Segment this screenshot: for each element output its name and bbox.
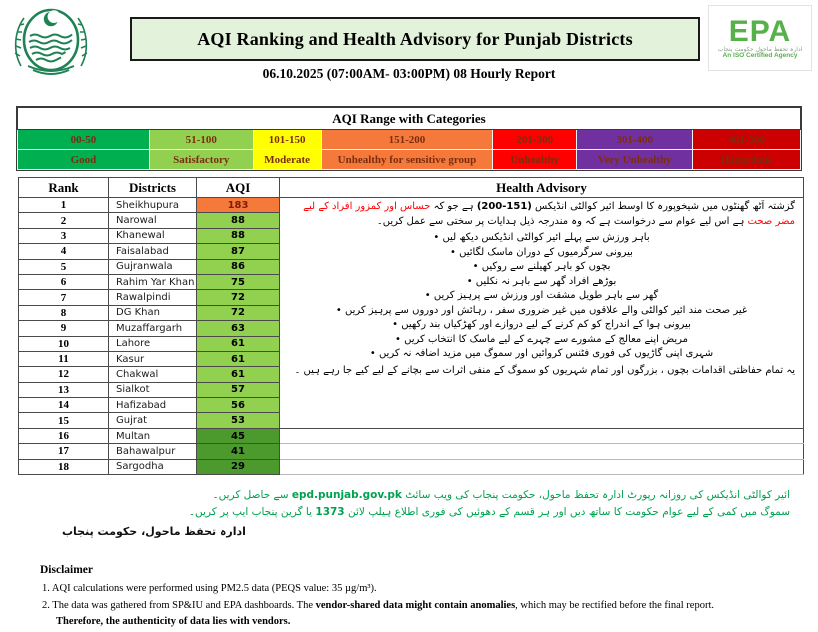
disclaimer-item-2-text: , which may be rectified before the final report. [515, 599, 714, 611]
legend-range-unhealthy: 201-300 [493, 130, 577, 150]
district-cell: Rawalpindi [109, 290, 197, 305]
department-signature: ادارہ تحفظ ماحول، حکومت پنجاب [62, 524, 246, 538]
advisory-bullet: باہر ورزش سے پہلے ائیر کوالٹی انڈیکس دیکھ لیں • [288, 231, 795, 246]
legend-title: AQI Range with Categories [18, 108, 801, 130]
district-cell: Sheikhupura [109, 198, 197, 213]
page-title: AQI Ranking and Health Advisory for Punjab Districts [130, 17, 700, 61]
advisory-bullet: بچوں کو باہر کھیلنے سے روکیں • [288, 260, 795, 275]
district-cell: Chakwal [109, 367, 197, 382]
column-header-districts: Districts [109, 178, 197, 198]
footer-note-text: سموگ میں کمی کے لیے عوام حکومت کا ساتھ دیں اور ہر قسم کے دھوئیں کی فوری اطلاع ہیلپ لائن [344, 505, 790, 518]
legend-range-hazardous: 401-500 [693, 130, 801, 150]
aqi-value-cell: 88 [197, 213, 280, 228]
disclaimer-item-3: Therefore, the authenticity of data lies with vendors. [56, 615, 291, 627]
rank-cell: 5 [19, 259, 109, 274]
aqi-value-cell: 41 [197, 444, 280, 459]
legend-label-unhealthy: Unhealthy [493, 150, 577, 170]
advisory-bullet: گھر سے باہر طویل مشقت اور ورزش سے پرہیز کریں • [288, 289, 795, 304]
advisory-intro-text: ہے جو کہ [430, 201, 477, 212]
epa-logo-tagline: An ISO Certified Agency [722, 52, 798, 60]
footer-note-line2 [0, 504, 790, 521]
footer-note-text: یا گرین پنجاب ایپ پر کریں۔ [188, 505, 316, 518]
helpline-number: 1373 [315, 505, 345, 518]
column-header-aqi: AQI [197, 178, 280, 198]
aqi-value-cell: 183 [197, 198, 280, 213]
footer-note-text: ائیر کوالٹی انڈیکس کی روزانہ رپورٹ ادارہ تحفظ ماحول، حکومت پنجاب کی ویب سائٹ [401, 489, 790, 502]
advisory-range-bold: (151-200) [476, 201, 532, 212]
advisory-intro-text: ہے اس لیے عوام سے درخواست ہے کہ وہ مندرجہ ذیل ہدایات پر سختی سے عمل کریں۔ [376, 215, 748, 227]
rank-cell: 1 [19, 198, 109, 213]
epa-logo [708, 5, 812, 71]
rank-cell: 3 [19, 228, 109, 243]
epa-logo-urdu-caption: ادارہ تحفظ ماحول حکومت پنجاب [717, 46, 803, 54]
report-header [0, 0, 818, 92]
advisory-red-text: حساس اور کمزور افراد کے لیے مضر صحت [303, 201, 795, 227]
legend-range-moderate: 101-150 [253, 130, 321, 150]
advisory-bullet: بوڑھے افراد گھر سے باہر نہ نکلیں • [288, 275, 795, 290]
advisory-intro [288, 200, 795, 229]
district-cell: Faisalabad [109, 244, 197, 259]
legend-range-usg: 151-200 [321, 130, 493, 150]
health-advisory-cell [280, 198, 804, 429]
aqi-value-cell: 87 [197, 244, 280, 259]
district-cell: Khanewal [109, 228, 197, 243]
rank-cell: 8 [19, 305, 109, 320]
aqi-range-legend [16, 106, 802, 171]
legend-label-very-unhealthy: Very Unhealthy [577, 150, 693, 170]
advisory-bullet: بیرونی سرگرمیوں کے دوران ماسک لگائیں • [288, 246, 795, 261]
website-link[interactable]: epd.punjab.gov.pk [291, 489, 402, 502]
aqi-value-cell: 75 [197, 274, 280, 289]
aqi-value-cell: 61 [197, 351, 280, 366]
table-row [19, 428, 804, 443]
legend-range-good: 00-50 [18, 130, 150, 150]
table-row [19, 459, 804, 474]
column-header-rank: Rank [19, 178, 109, 198]
rank-cell: 9 [19, 321, 109, 336]
rank-cell: 10 [19, 336, 109, 351]
rank-cell: 12 [19, 367, 109, 382]
legend-label-usg: Unhealthy for sensitive group [321, 150, 493, 170]
district-cell: Hafizabad [109, 398, 197, 413]
aqi-value-cell: 45 [197, 428, 280, 443]
footer-green-notes [0, 475, 818, 521]
district-cell: Bahawalpur [109, 444, 197, 459]
advisory-closing: یہ تمام حفاظتی اقدامات بچوں ، بزرگوں اور تمام شہریوں کو سموگ کے منفی اثرات سے بچانے کے لیے کیے جا رہے ہیں ۔ [294, 364, 795, 376]
aqi-value-cell: 61 [197, 336, 280, 351]
aqi-value-cell: 86 [197, 259, 280, 274]
aqi-value-cell: 63 [197, 321, 280, 336]
disclaimer-item-1: 1. AQI calculations were performed using PM2.5 data (PEQS value: 35 µg/m³). [42, 583, 377, 595]
district-cell: Narowal [109, 213, 197, 228]
rank-cell: 17 [19, 444, 109, 459]
rank-cell: 14 [19, 398, 109, 413]
rank-cell: 7 [19, 290, 109, 305]
aqi-value-cell: 72 [197, 305, 280, 320]
aqi-value-cell: 72 [197, 290, 280, 305]
table-header-row [19, 178, 804, 198]
legend-range-row [18, 130, 801, 150]
table-row [19, 444, 804, 459]
footer-note-text: سے حاصل کریں۔ [212, 489, 292, 502]
advisory-empty-cell [280, 459, 804, 474]
disclaimer-item-2-text: 2. The data was gathered from SP&IU and EPA dashboards. The [42, 599, 316, 611]
advisory-bullet: مریض اپنے معالج کے مشورے سے چہرے کے لیے ماسک کا انتخاب کریں • [288, 333, 795, 348]
district-cell: Kasur [109, 351, 197, 366]
table-row [19, 198, 804, 213]
legend-label-hazardous: Hazardous [693, 150, 801, 170]
legend-label-row [18, 150, 801, 170]
footer-note-line1 [0, 487, 790, 504]
district-cell: Lahore [109, 336, 197, 351]
advisory-empty-cell [280, 444, 804, 459]
advisory-content [288, 200, 795, 378]
rank-cell: 11 [19, 351, 109, 366]
rank-cell: 6 [19, 274, 109, 289]
disclaimer-item-2 [42, 598, 818, 614]
rank-cell: 16 [19, 428, 109, 443]
district-cell: Muzaffargarh [109, 321, 197, 336]
aqi-value-cell: 61 [197, 367, 280, 382]
legend-label-moderate: Moderate [253, 150, 321, 170]
district-cell: Sargodha [109, 459, 197, 474]
district-cell: DG Khan [109, 305, 197, 320]
aqi-value-cell: 56 [197, 398, 280, 413]
rank-cell: 2 [19, 213, 109, 228]
epa-logo-text: EPA [728, 14, 792, 48]
advisory-intro-text: گزشتہ آٹھ گھنٹوں میں شیخوپورہ کا اوسط ائیر کوالٹی انڈیکس [531, 201, 795, 212]
district-cell: Sialkot [109, 382, 197, 397]
district-cell: Gujranwala [109, 259, 197, 274]
rank-cell: 13 [19, 382, 109, 397]
disclaimer-item-2-bold: vendor-shared data might contain anomalies [315, 599, 516, 611]
report-date: 06.10.2025 (07:00AM- 03:00PM) 08 Hourly Report [262, 66, 556, 81]
disclaimer-heading: Disclaimer [40, 563, 94, 576]
advisory-bullet: غیر صحت مند ائیر کوالٹی والے علاقوں میں غیر ضروری سفر ، رہائش اور دوروں سے پرہیز کریں • [288, 304, 795, 319]
aqi-value-cell: 57 [197, 382, 280, 397]
rank-cell: 4 [19, 244, 109, 259]
aqi-ranking-table [18, 177, 804, 475]
advisory-empty-cell [280, 428, 804, 443]
aqi-value-cell: 29 [197, 459, 280, 474]
legend-label-satisfactory: Satisfactory [149, 150, 253, 170]
district-cell: Gujrat [109, 413, 197, 428]
advisory-bullet: شہری اپنی گاڑیوں کی فوری فٹنس کروائیں اور سموگ میں مزید اضافہ نہ کریں • [288, 347, 795, 362]
rank-cell: 15 [19, 413, 109, 428]
rank-cell: 18 [19, 459, 109, 474]
district-cell: Multan [109, 428, 197, 443]
legend-range-very-unhealthy: 301-400 [577, 130, 693, 150]
advisory-bullet: بیرونی ہوا کے اندراج کو کم کرنے کے لیے دروازے اور کھڑکیاں بند رکھیں • [288, 318, 795, 333]
column-header-advisory: Health Advisory [280, 178, 804, 198]
aqi-value-cell: 53 [197, 413, 280, 428]
disclaimer-section [40, 562, 818, 631]
legend-range-satisfactory: 51-100 [149, 130, 253, 150]
aqi-value-cell: 88 [197, 228, 280, 243]
district-cell: Rahim Yar Khan [109, 274, 197, 289]
legend-label-good: Good [18, 150, 150, 170]
